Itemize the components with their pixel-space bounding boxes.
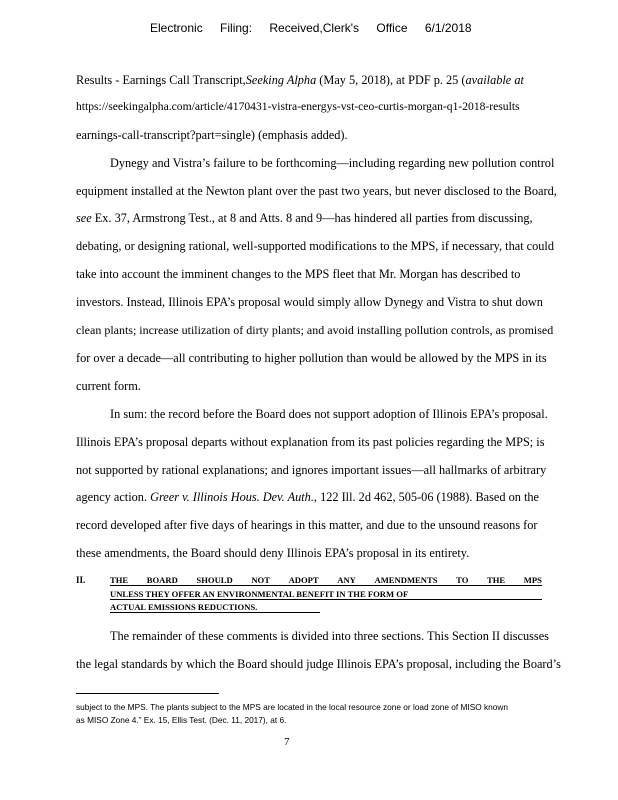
body-line: clean plants; increase utilization of dirty plants; and avoid installing pollution controls, as promised xyxy=(76,323,554,337)
body-line: equipment installed at the Newton plant over the past two years, but never disclosed to the Board, xyxy=(76,184,557,198)
page-number: 7 xyxy=(284,736,290,748)
body-line: not supported by rational explanations; and ignores important issues—all hallmarks of arbitrary xyxy=(76,463,547,477)
section-heading-line: UNLESS THEY OFFER AN ENVIRONMENTAL BENEFIT IN THE FORM OF xyxy=(110,589,542,600)
body-line: the legal standards by which the Board should judge Illinois EPA’s proposal, including the Board’s xyxy=(76,657,561,671)
citation-line xyxy=(76,73,524,87)
heading-word: SHOULD xyxy=(196,575,233,585)
body-text: , 122 Ill. 2d 462, 505-06 (1988). Based on the xyxy=(313,490,539,504)
header-word: 6/1/2018 xyxy=(424,21,472,35)
body-line xyxy=(76,490,539,504)
citation-text: (May 5, 2018), at PDF p. 25 ( xyxy=(316,73,466,87)
section-number: II. xyxy=(76,575,86,585)
header-word: Office xyxy=(376,21,408,35)
heading-word: TO xyxy=(456,575,469,585)
heading-word: MPS xyxy=(523,575,542,585)
heading-word: ANY xyxy=(337,575,356,585)
body-line: In sum: the record before the Board does not support adoption of Illinois EPA’s proposal. xyxy=(110,407,548,421)
body-line: Dynegy and Vistra’s failure to be forthcoming—including regarding new pollution control xyxy=(110,156,555,170)
heading-word: NOT xyxy=(251,575,270,585)
heading-word: BOARD xyxy=(146,575,178,585)
header-word: Electronic xyxy=(150,21,203,35)
citation-signal: see xyxy=(76,211,92,225)
body-line xyxy=(76,211,533,225)
citation-source: Seeking Alpha xyxy=(245,73,317,87)
body-line: take into account the imminent changes to the MPS fleet that Mr. Morgan has described to xyxy=(76,267,521,281)
header-word: Filing: xyxy=(220,21,253,35)
header-word: Received,Clerk's xyxy=(269,21,360,35)
citation-line: earnings-call-transcript?part=single) (emphasis added). xyxy=(76,128,348,142)
footnote-line: subject to the MPS. The plants subject to the MPS are located in the local resource zone or load zone of MISO known xyxy=(76,702,508,712)
body-line: debating, or designing rational, well-supported modifications to the MPS, if necessary, that could xyxy=(76,239,554,253)
heading-word: THE xyxy=(110,575,129,585)
body-line: these amendments, the Board should deny Illinois EPA’s proposal in its entirety. xyxy=(76,546,470,560)
section-heading-line xyxy=(110,575,542,586)
body-text: Ex. 37, Armstrong Test., at 8 and Atts. 8 and 9—has hindered all parties from discussing, xyxy=(91,211,533,225)
body-line: The remainder of these comments is divided into three sections. This Section II discusses xyxy=(110,629,549,643)
body-line: investors. Instead, Illinois EPA’s proposal would simply allow Dynegy and Vistra to shut down xyxy=(76,295,543,309)
citation-text: Results - Earnings Call Transcript, xyxy=(76,73,246,87)
body-line: Illinois EPA’s proposal departs without explanation from its past policies regarding the MPS; is xyxy=(76,435,545,449)
footnote-line: as MISO Zone 4.” Ex. 15, Ellis Test. (Dec. 11, 2017), at 6. xyxy=(76,715,287,725)
heading-word: ADOPT xyxy=(288,575,319,585)
footnote-divider xyxy=(76,693,219,694)
heading-word: THE xyxy=(487,575,506,585)
citation-signal: available at xyxy=(465,73,524,87)
case-citation: Greer v. Illinois Hous. Dev. Auth. xyxy=(150,490,314,504)
filing-stamp-header xyxy=(150,21,486,35)
body-line: current form. xyxy=(76,379,141,393)
body-text: agency action. xyxy=(76,490,151,504)
section-heading-line: ACTUAL EMISSIONS REDUCTIONS. xyxy=(110,602,320,613)
heading-word: AMENDMENTS xyxy=(374,575,438,585)
body-line: for over a decade—all contributing to higher pollution than would be allowed by the MPS in its xyxy=(76,351,547,365)
citation-url: https://seekingalpha.com/article/4170431-vistra-energys-vst-ceo-curtis-morgan-q1-2018-results xyxy=(76,100,520,113)
body-line: record developed after five days of hearings in this matter, and due to the unsound reasons for xyxy=(76,518,538,532)
